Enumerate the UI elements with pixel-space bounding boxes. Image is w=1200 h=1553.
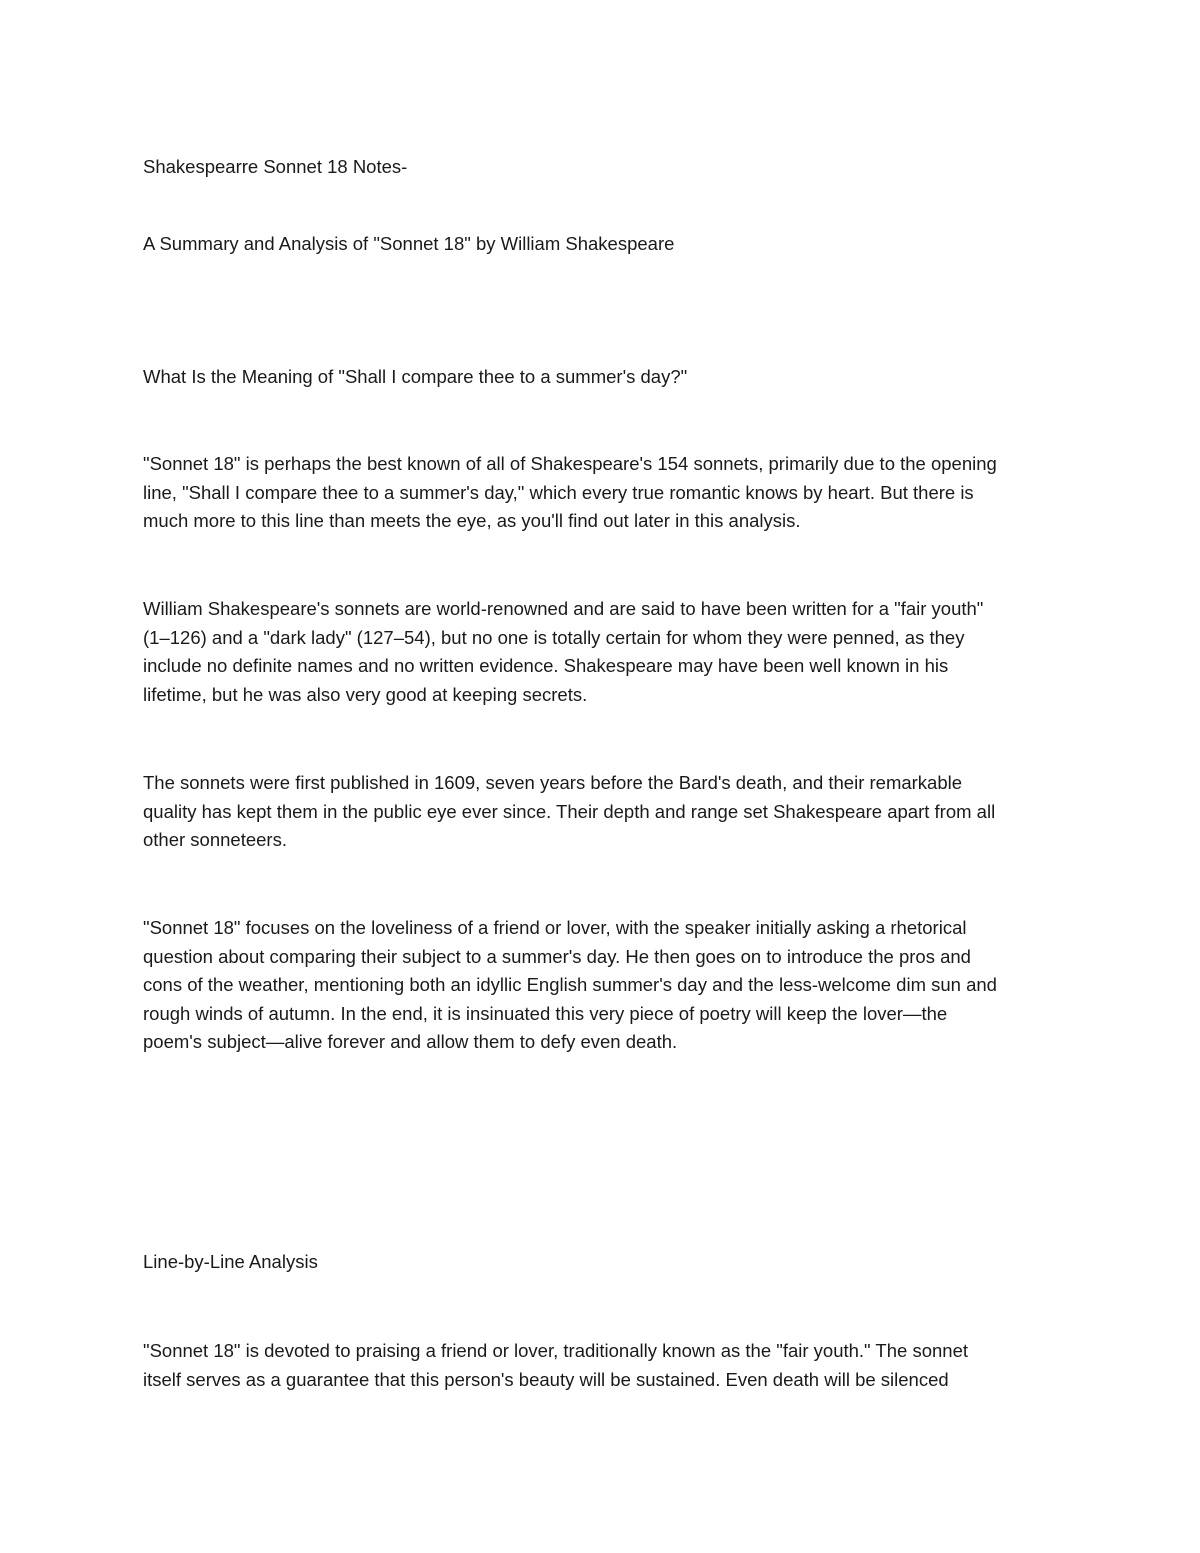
paragraph-publication (143, 769, 1073, 855)
note-title: Shakespearre Sonnet 18 Notes- (143, 156, 408, 177)
paragraph-line: much more to this line than meets the eye, as you'll find out later in this analysis. (143, 510, 801, 532)
paragraph-line: rough winds of autumn. In the end, it is insinuated this very piece of poetry will keep the lover—the (143, 1002, 948, 1024)
paragraph-line: other sonneteers. (143, 829, 287, 851)
paragraph-line: (1–126) and a "dark lady" (127–54), but no one is totally certain for whom they were penned, as they (143, 626, 965, 648)
paragraph-analysis (143, 1337, 1073, 1394)
paragraph-line: "Sonnet 18" is devoted to praising a friend or lover, traditionally known as the "fair youth." The sonnet (143, 1340, 968, 1361)
paragraph-sonnets-origin (143, 595, 1073, 709)
paragraph-intro (143, 450, 1073, 536)
article-title: A Summary and Analysis of "Sonnet 18" by William Shakespeare (143, 233, 675, 254)
section-heading-meaning: What Is the Meaning of "Shall I compare thee to a summer's day?" (143, 366, 688, 387)
paragraph-line: poem's subject—alive forever and allow them to defy even death. (143, 1031, 678, 1053)
paragraph-line: quality has kept them in the public eye ever since. Their depth and range set Shakespeare apart from all (143, 800, 996, 822)
paragraph-line: "Sonnet 18" focuses on the loveliness of a friend or lover, with the speaker initially asking a rhetorical (143, 917, 967, 938)
paragraph-line: lifetime, but he was also very good at keeping secrets. (143, 683, 588, 705)
paragraph-line: question about comparing their subject to a summer's day. He then goes on to introduce the pros and (143, 945, 971, 967)
section-heading-analysis: Line-by-Line Analysis (143, 1251, 318, 1272)
paragraph-summary (143, 914, 1073, 1057)
paragraph-line: cons of the weather, mentioning both an idyllic English summer's day and the less-welcome dim sun and (143, 974, 997, 996)
paragraph-line: The sonnets were first published in 1609, seven years before the Bard's death, and their remarkable (143, 772, 963, 793)
paragraph-line: itself serves as a guarantee that this person's beauty will be sustained. Even death will be silenced (143, 1368, 949, 1390)
paragraph-line: line, "Shall I compare thee to a summer's day," which every true romantic knows by heart. But there is (143, 481, 974, 503)
paragraph-line: "Sonnet 18" is perhaps the best known of all of Shakespeare's 154 sonnets, primarily due to the opening (143, 453, 997, 474)
paragraph-line: William Shakespeare's sonnets are world-renowned and are said to have been written for a "fair youth" (143, 598, 984, 619)
paragraph-line: include no definite names and no written evidence. Shakespeare may have been well known in his (143, 655, 949, 677)
